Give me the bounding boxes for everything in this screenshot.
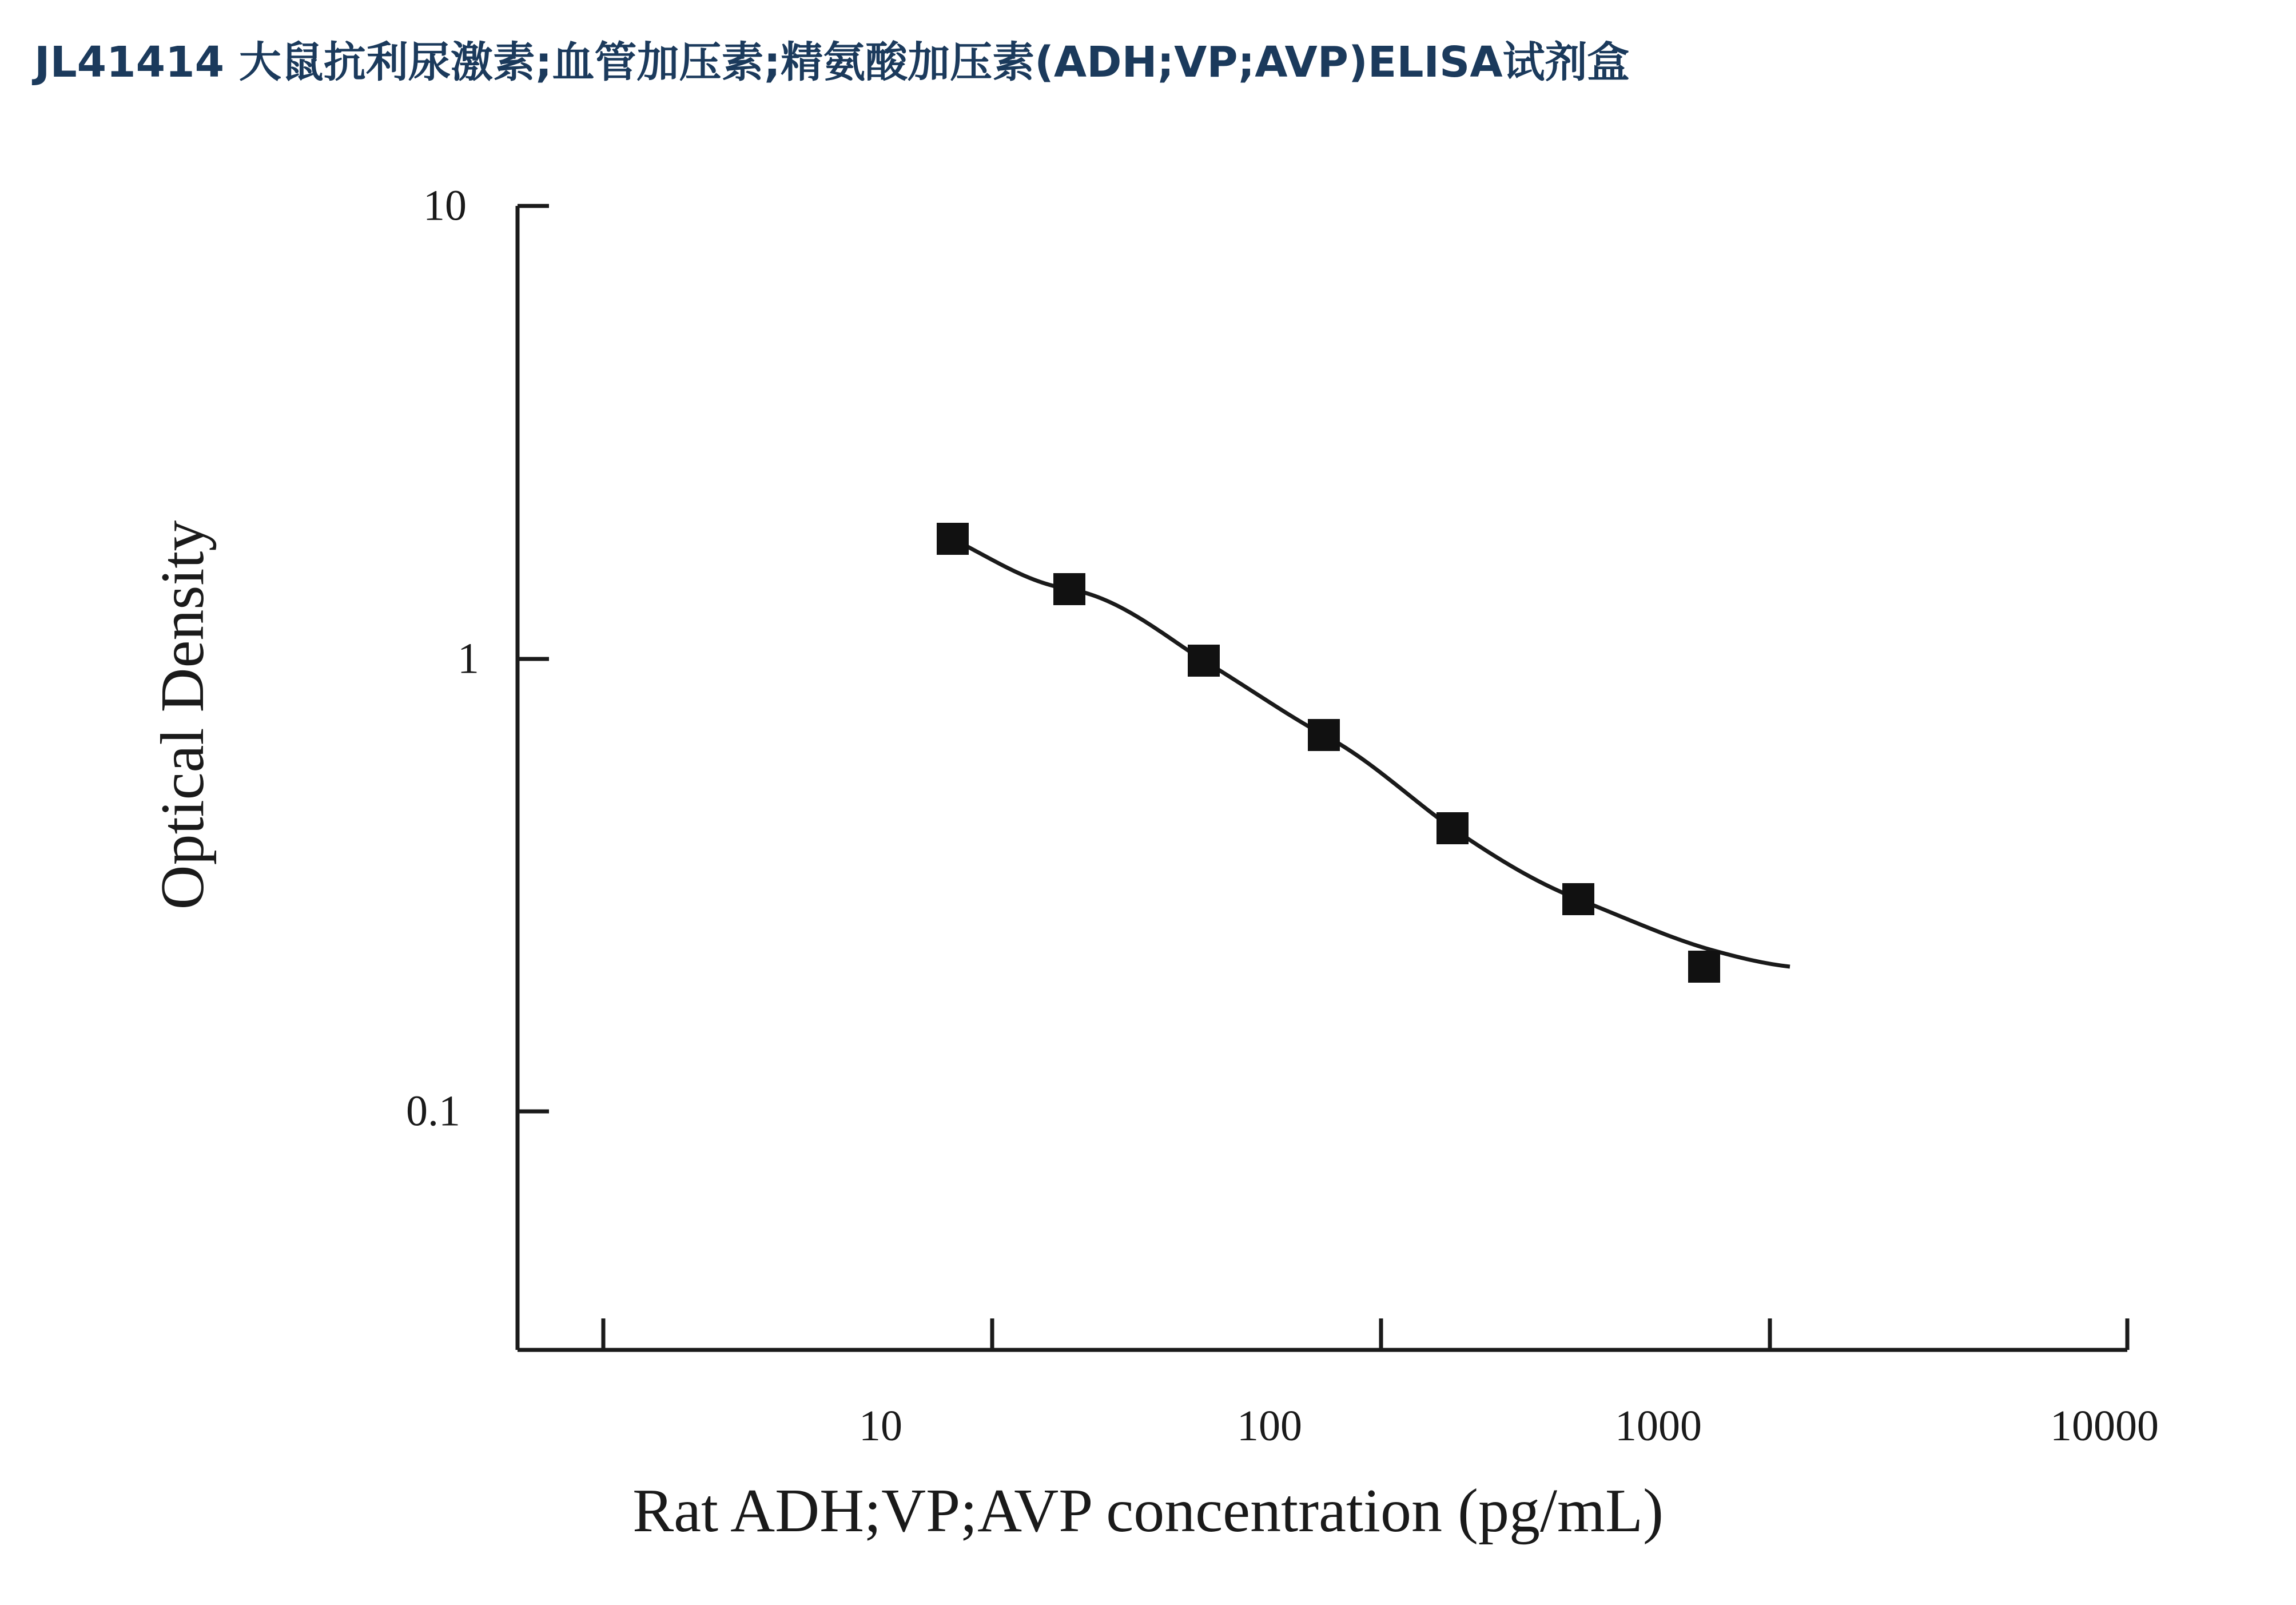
- y-tick-label-1: 1: [457, 634, 479, 683]
- x-tick-label-1000: 1000: [1615, 1402, 1702, 1450]
- series-markers: [937, 523, 1720, 983]
- x-axis-label: Rat ADH;VP;AVP concentration (pg/mL): [632, 1477, 1664, 1545]
- page-title: JL41414 大鼠抗利尿激素;血管加压素;精氨酸加压素(ADH;VP;AVP)ELISA试剂盒: [34, 38, 1630, 87]
- x-tick-marks: [603, 1318, 2127, 1350]
- y-axis-label: Optical Density: [149, 520, 217, 910]
- x-tick-label-10000: 10000: [2050, 1402, 2159, 1450]
- y-tick-label-10: 10: [423, 181, 467, 230]
- x-tick-label-10: 10: [859, 1402, 902, 1450]
- y-tick-label-0.1: 0.1: [406, 1087, 460, 1135]
- y-tick-marks: [518, 206, 549, 1111]
- x-tick-label-100: 100: [1237, 1402, 1302, 1450]
